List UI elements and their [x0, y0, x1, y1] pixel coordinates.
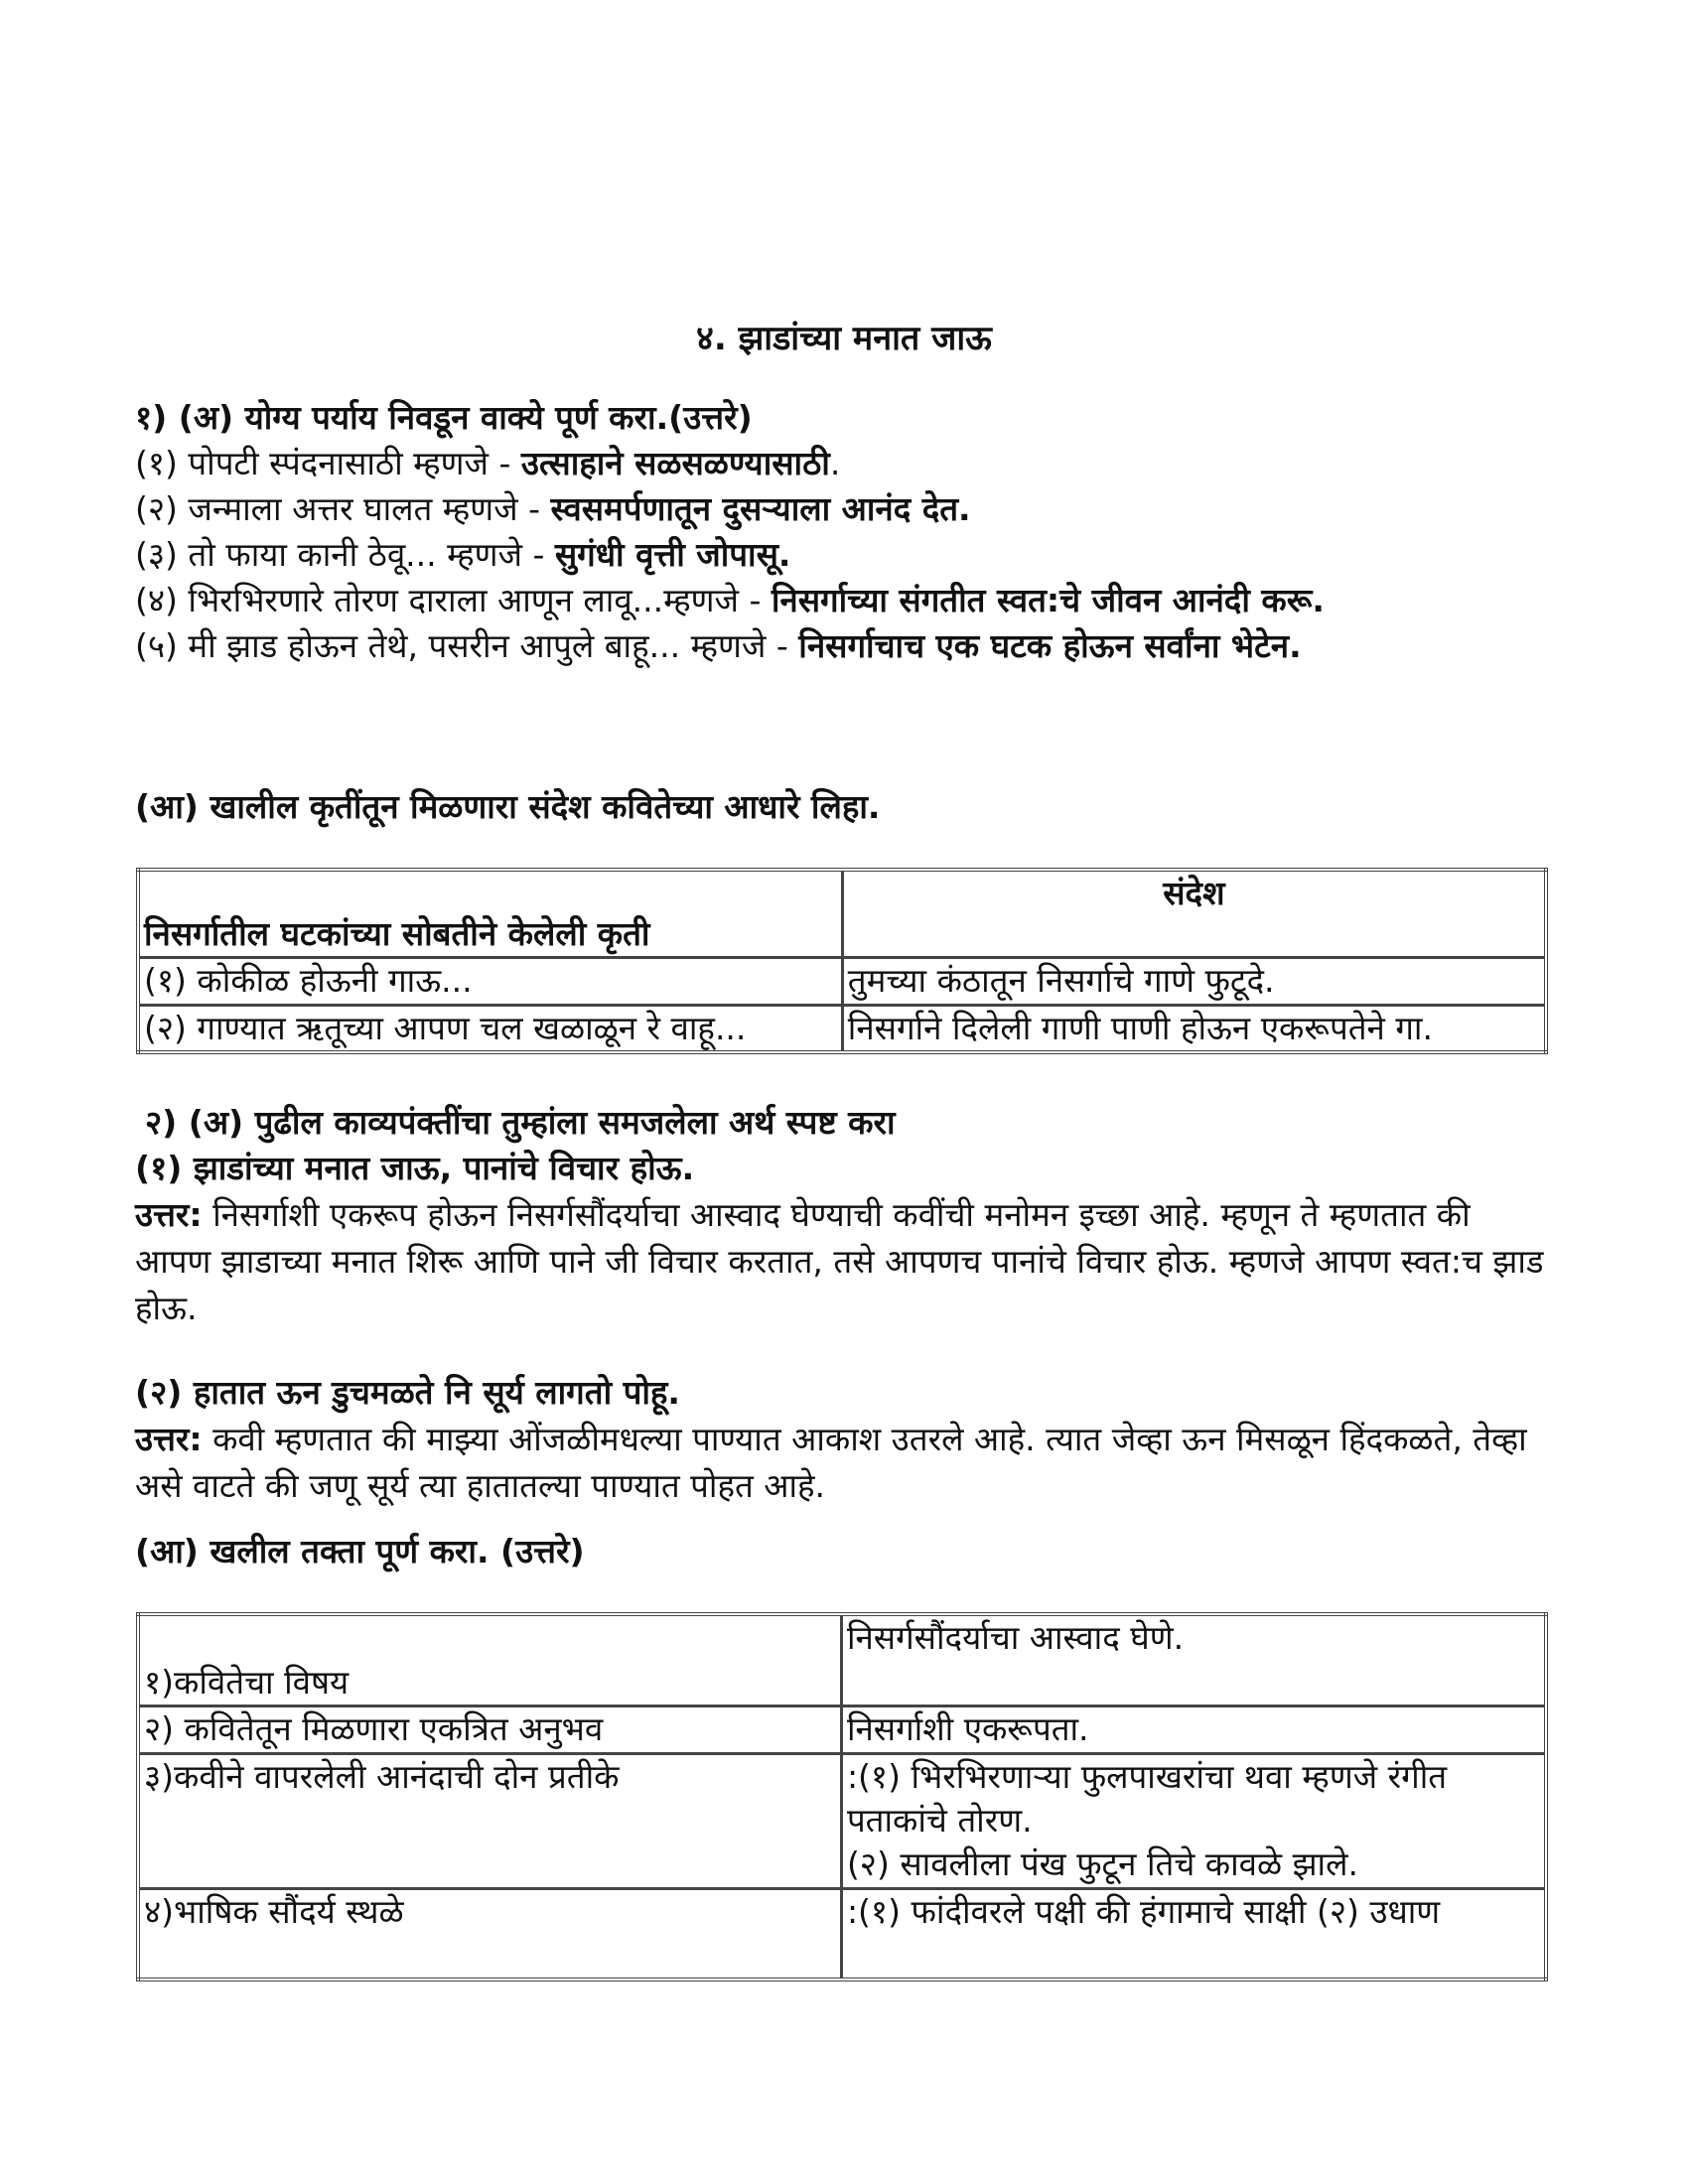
section-q2: [135, 1100, 1545, 1331]
q1-item-4-answer: निसर्गाच्या संगतीत स्वत:चे जीवन आनंदी करू.: [771, 581, 1325, 619]
q1-item-2-answer: स्वसमर्पणातून दुसऱ्याला आनंद देत.: [550, 489, 971, 528]
q2b-heading: (आ) खलील तक्ता पूर्ण करा. (उत्तरे): [135, 1532, 585, 1570]
section-q2-sub2: [135, 1370, 1545, 1509]
table-cell-message: तुमच्या कंठातून निसर्गाचे गाणे फुटूदे.: [842, 957, 1546, 1005]
table-cell-value: निसर्गसौंदर्याचा आस्वाद घेणे.: [841, 1614, 1546, 1706]
q2-heading: २) (अ) पुढील काव्यपंक्तींचा तुम्हांला समजलेला अर्थ स्पष्ट करा: [145, 1103, 896, 1142]
section-q1b: [135, 784, 1545, 830]
table-row: [138, 1614, 1546, 1706]
q2-sub1-answer: उत्तर: निसर्गाशी एकरूप होऊन निसर्गसौंदर्याचा आस्वाद घेण्याची कवींची मनोमन इच्छा आहे. म्हणून ते म्हणतात की आपण झाडाच्या मनात शिरू आणि पाने जी विचार करतात, तसे आपणच पानांचे विचार होऊ. म्हणजे आपण स्वत:च झाड होऊ.: [135, 1195, 1544, 1327]
table-header-action: निसर्गातील घटकांच्या सोबतीने केलेली कृती: [138, 870, 842, 957]
table-cell-label: ३)कवीने वापरलेली आनंदाची दोन प्रतीके: [138, 1753, 841, 1888]
page-title: ४. झाडांच्या मनात जाऊ: [696, 319, 992, 358]
table-row: [138, 1005, 1546, 1052]
value-line: (२) सावलीला पंख फुटून तिचे कावळे झाले.: [846, 1843, 1358, 1883]
table-cell-value: निसर्गाशी एकरूपता.: [841, 1706, 1546, 1753]
table-cell-action: (२) गाण्यात ऋतूच्या आपण चल खळाळून रे वाहू...: [138, 1005, 842, 1052]
answer-label: उत्तर:: [135, 1195, 203, 1234]
table-cell-value: :(१) फांदीवरले पक्षी की हंगामाचे साक्षी (२) उधाण: [841, 1888, 1546, 1979]
table-cell-action: (१) कोकीळ होऊनी गाऊ...: [138, 957, 842, 1005]
table-cell-label: २) कवितेतून मिळणारा एकत्रित अनुभव: [138, 1706, 841, 1753]
q1-item-1: (१) पोपटी स्पंदनासाठी म्हणजे - उत्साहाने सळसळण्यासाठी.: [135, 444, 841, 482]
answer-label: उत्तर:: [135, 1420, 203, 1458]
q2-sub1-heading: (१) झाडांच्या मनात जाऊ, पानांचे विचार होऊ.: [135, 1149, 695, 1187]
table-row: [138, 1888, 1546, 1979]
table-row: [138, 1706, 1546, 1753]
q1-item-4: (४) भिरभिरणारे तोरण दाराला आणून लावू...म्हणजे - निसर्गाच्या संगतीत स्वत:चे जीवन आनंदी करू.: [135, 581, 1325, 619]
q1-item-5-answer: निसर्गाचाच एक घटक होऊन सर्वांना भेटेन.: [798, 626, 1302, 665]
q1-heading: १) (अ) योग्य पर्याय निवडून वाक्ये पूर्ण करा.(उत्तरे): [135, 398, 753, 437]
table-cell-label: १)कवितेचा विषय: [138, 1614, 841, 1706]
summary-table: [136, 1612, 1548, 1981]
section-q1: [135, 395, 1545, 669]
section-q2b: [135, 1529, 1545, 1574]
table-row: [138, 1753, 1546, 1888]
q1-item-2: (२) जन्माला अत्तर घालत म्हणजे - स्वसमर्पणातून दुसऱ्याला आनंद देत.: [135, 489, 971, 528]
q1b-heading: (आ) खालील कृतींतून मिळणारा संदेश कवितेच्या आधारे लिहा.: [135, 787, 881, 826]
table-cell-label: ४)भाषिक सौंदर्य स्थळे: [138, 1888, 841, 1979]
q1-item-3-answer: सुगंधी वृत्ती जोपासू.: [554, 535, 791, 574]
q1-item-1-answer: उत्साहाने सळसळण्यासाठी: [520, 444, 830, 482]
table-cell-value: [841, 1753, 1546, 1888]
table-header-message: संदेश: [842, 870, 1546, 957]
q2-sub2-heading: (२) हातात ऊन डुचमळते नि सूर्य लागतो पोहू.: [135, 1373, 680, 1412]
q1-item-3: (३) तो फाया कानी ठेवू... म्हणजे - सुगंधी वृत्ती जोपासू.: [135, 535, 791, 574]
table-row: [138, 957, 1546, 1005]
q1-item-5: (५) मी झाड होऊन तेथे, पसरीन आपुले बाहू... म्हणजे - निसर्गाचाच एक घटक होऊन सर्वांना भेटेन.: [135, 626, 1302, 665]
table-cell-message: निसर्गाने दिलेली गाणी पाणी होऊन एकरूपतेने गा.: [842, 1005, 1546, 1052]
q2-sub2-answer: उत्तर: कवी म्हणतात की माझ्या ओंजळीमधल्या पाण्यात आकाश उतरले आहे. त्यात जेव्हा ऊन मिसळून हिंदकळते, तेव्हा असे वाटते की जणू सूर्य त्या हातातल्या पाण्यात पोहत आहे.: [135, 1420, 1527, 1505]
value-line: :(१) भिरभिरणाऱ्या फुलपाखरांचा थवा म्हणजे रंगीत पताकांचे तोरण.: [846, 1756, 1448, 1840]
table-row: [138, 870, 1546, 957]
message-table: [136, 868, 1548, 1054]
